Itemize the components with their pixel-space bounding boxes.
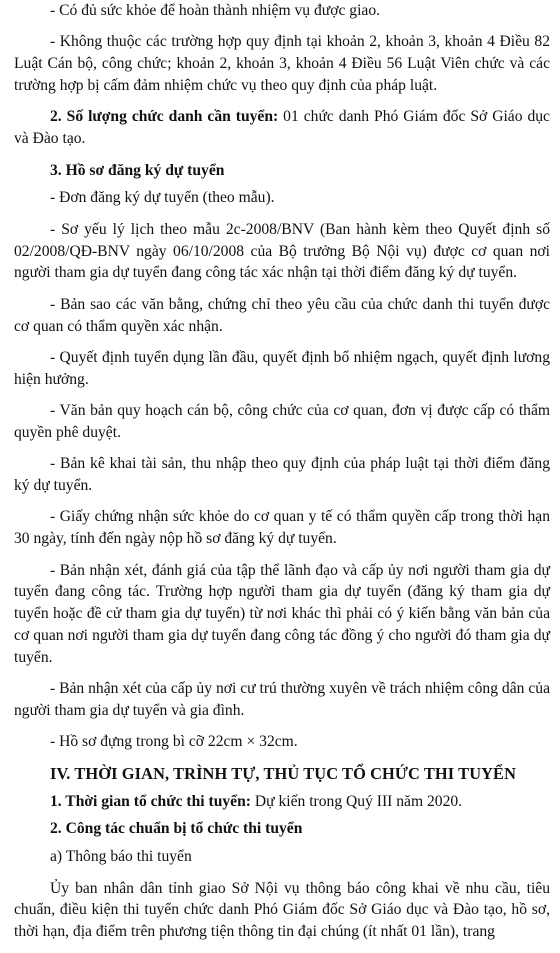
document-page (14, 0, 550, 953)
section-quantity-label: 2. Số lượng chức danh cần tuyển: (50, 108, 279, 126)
paragraph-diplomas: - Bản sao các văn bằng, chứng chỉ theo yêu cầu của chức danh thi tuyển được cơ quan có thẩm quyền xác nhận. (14, 295, 550, 335)
paragraph-cv: - Sơ yếu lý lịch theo mẫu 2c-2008/BNV (Ban hành kèm theo Quyết định số 02/2008/QĐ-BNV ngày 06/10/2008 của Bộ trưởng Bộ Nội vụ) được cơ quan nơi người tham gia dự tuyển đang công tác xác nhận tại thời điểm đăng ký dự tuyển. (14, 220, 550, 282)
paragraph-envelope: - Hồ sơ đựng trong bì cỡ 22cm × 32cm. (50, 733, 298, 751)
paragraph-residence-review: - Bản nhận xét của cấp ủy nơi cư trú thường xuyên về trách nhiệm công dân của người tham gia dự tuyển và gia đình. (14, 680, 550, 720)
paragraph-evaluation: - Bản nhận xét, đánh giá của tập thể lãnh đạo và cấp ủy nơi người tham gia dự tuyển đang công tác. Trường hợp người tham gia dự tuyển (đăng ký tham gia dự tuyển hoặc đề cử tham gia dự tuyển) từ nơi khác thì phải có ý kiến bằng văn bản của cơ quan nơi người tham gia dự tuyển đang công tác đồng ý cho người đó tham gia dự tuyển. (14, 561, 550, 666)
subsection-announcement: a) Thông báo thi tuyển (50, 848, 192, 866)
paragraph-exclusions: - Không thuộc các trường hợp quy định tại khoản 2, khoản 3, khoản 4 Điều 82 Luật Cán bộ, công chức; khoản 2, khoản 3, khoản 4 Điều 56 Luật Viên chức và các trường hợp bị cấm đảm nhiệm chức vụ theo quy định của pháp luật. (14, 33, 550, 94)
paragraph-health: - Có đủ sức khỏe để hoàn thành nhiệm vụ được giao. (50, 2, 381, 19)
paragraph-planning: - Văn bản quy hoạch cán bộ, công chức của cơ quan, đơn vị được cấp có thẩm quyền phê duyệt. (14, 402, 550, 441)
paragraph-announcement-body: Ủy ban nhân dân tỉnh giao Sở Nội vụ thông báo công khai về nhu cầu, tiêu chuẩn, điều kiện thi tuyển chức danh Phó Giám đốc Sở Giáo dục và Đào tạo, hồ sơ, thời hạn, địa điểm trên phương tiện thông tin đại chúng (ít nhất 01 lần), trang (14, 879, 550, 941)
section-dossier-heading: 3. Hồ sơ đăng ký dự tuyển (50, 161, 225, 179)
paragraph-decisions: - Quyết định tuyển dụng lần đầu, quyết định bổ nhiệm ngạch, quyết định lương hiện hưởng. (14, 348, 550, 388)
section-time-text: Dự kiến trong Quý III năm 2020. (250, 792, 463, 810)
section-quantity-text: 01 chức danh Phó Giám đốc Sở Giáo dục và Đào tạo. (14, 108, 550, 148)
section-time-label: 1. Thời gian tổ chức thi tuyển: (50, 792, 251, 810)
section-quantity (14, 106, 550, 150)
paragraph-assets: - Bản kê khai tài sản, thu nhập theo quy định của pháp luật tại thời điểm đăng ký dự tuyển. (14, 455, 550, 495)
paragraph-health-certificate: - Giấy chứng nhận sức khỏe do cơ quan y tế có thẩm quyền cấp trong thời hạn 30 ngày, tính đến ngày nộp hồ sơ đăng ký dự tuyển. (14, 508, 550, 548)
section-time (14, 791, 550, 813)
section-preparation-heading: 2. Công tác chuẩn bị tổ chức thi tuyển (50, 820, 303, 838)
section-iv-heading: IV. THỜI GIAN, TRÌNH TỰ, THỦ TỤC TỔ CHỨC THI TUYỂN (50, 763, 517, 783)
paragraph-application-form: - Đơn đăng ký dự tuyển (theo mẫu). (50, 189, 275, 207)
